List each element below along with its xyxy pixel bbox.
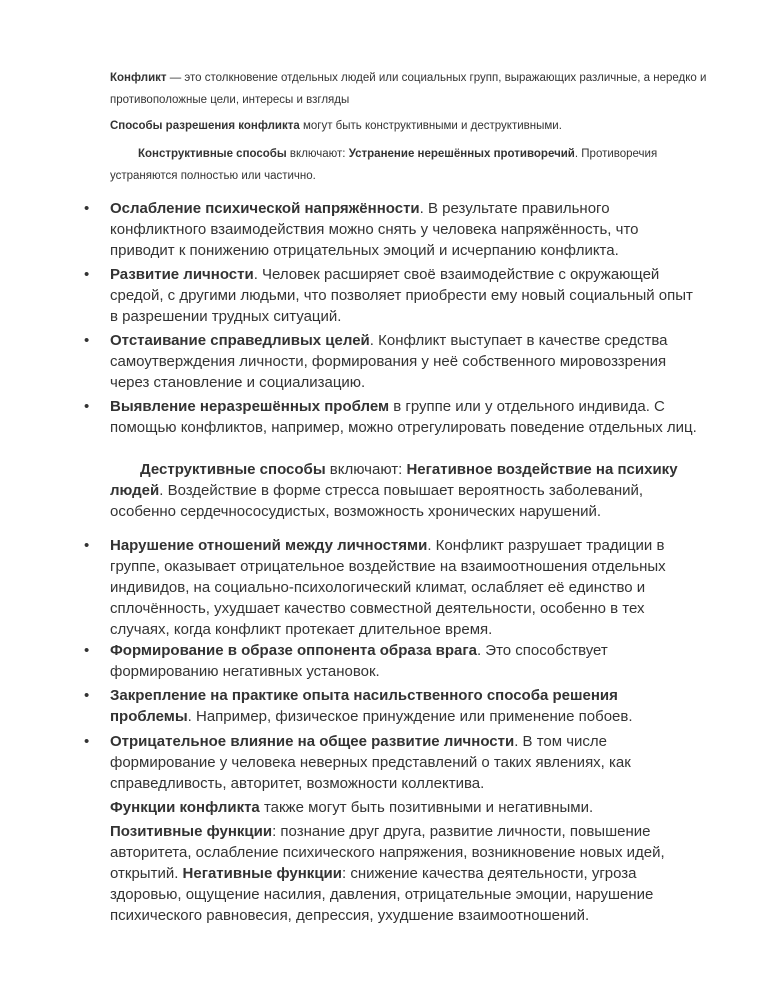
term: Способы разрешения конфликта bbox=[110, 120, 300, 132]
bullet-icon: • bbox=[84, 398, 90, 415]
bullet-icon: • bbox=[84, 332, 90, 349]
list-item: Развитие личности. Человек расширяет своё взаимодействие с окружающей средой, с другими людьми, что позволяет приобрести ему новый социальный опыт в разрешении трудных ситуаций. bbox=[110, 266, 693, 325]
functions-paragraph: Функции конфликта также могут быть позитивными и негативными. bbox=[110, 799, 594, 816]
list-item: Ослабление психической напряжённости. В результате правильного конфликтного взаимодействия можно снять у человека напряжённость, что приводит к понижению отрицательных эмоций и исчерпанию конфликта. bbox=[110, 200, 639, 259]
definition-paragraph: Конфликт — это столкновение отдельных людей или социальных групп, выражающих различные, а нередко и противоположные цели, интересы и взгляды bbox=[110, 72, 707, 106]
list-item: Нарушение отношений между личностями. Конфликт разрушает традиции в группе, оказывает отрицательное воздействие на взаимоотношения отдельных индивидов, на социально-психологический климат, ослабляет её единство и сплочённость, ухудшает качество совместной деятельности, особенно в тех случаях, когда конфликт протекает длительное время. bbox=[110, 537, 666, 638]
bullet-icon: • bbox=[84, 266, 90, 283]
bullet-icon: • bbox=[84, 687, 90, 704]
constructive-intro: Конструктивные способы включают: Устранение нерешённых противоречий. Противоречия устраняются полностью или частично. bbox=[110, 148, 658, 182]
term: Конфликт bbox=[110, 72, 167, 84]
list-item: Формирование в образе оппонента образа врага. Это способствует формированию негативных установок. bbox=[110, 642, 608, 680]
bullet-icon: • bbox=[84, 642, 90, 659]
functions-detail-paragraph: Позитивные функции: познание друг друга, развитие личности, повышение авторитета, ослабление психического напряжения, возникновение новых идей, открытий. Негативные функции: снижение качества деятельности, угроза здоровью, ощущение насилия, давления, отрицательные эмоции, нарушение психического равновесия, депрессия, ухудшение взаимоотношений. bbox=[110, 823, 665, 924]
bullet-icon: • bbox=[84, 733, 90, 750]
bullet-icon: • bbox=[84, 537, 90, 554]
methods-paragraph: Способы разрешения конфликта могут быть конструктивными и деструктивными. bbox=[110, 120, 562, 132]
list-item: Отстаивание справедливых целей. Конфликт выступает в качестве средства самоутверждения личности, формирования у неё собственного мировоззрения через становление и социализацию. bbox=[110, 332, 668, 391]
list-item: Выявление неразрешённых проблем в группе или у отдельного индивида. С помощью конфликтов, например, можно отрегулировать поведение отдельных лиц. bbox=[110, 398, 697, 436]
destructive-intro: Деструктивные способы включают: Негативное воздействие на психику людей. Воздействие в форме стресса повышает вероятность заболеваний, особенно сердечнососудистых, возможность хронических нарушений. bbox=[110, 461, 678, 520]
list-item: Закрепление на практике опыта насильственного способа решения проблемы. Например, физическое принуждение или применение побоев. bbox=[110, 687, 633, 725]
list-item: Отрицательное влияние на общее развитие личности. В том числе формирование у человека неверных представлений о таких явлениях, как справедливость, авторитет, возможности коллектива. bbox=[110, 733, 631, 792]
bullet-icon: • bbox=[84, 200, 90, 217]
